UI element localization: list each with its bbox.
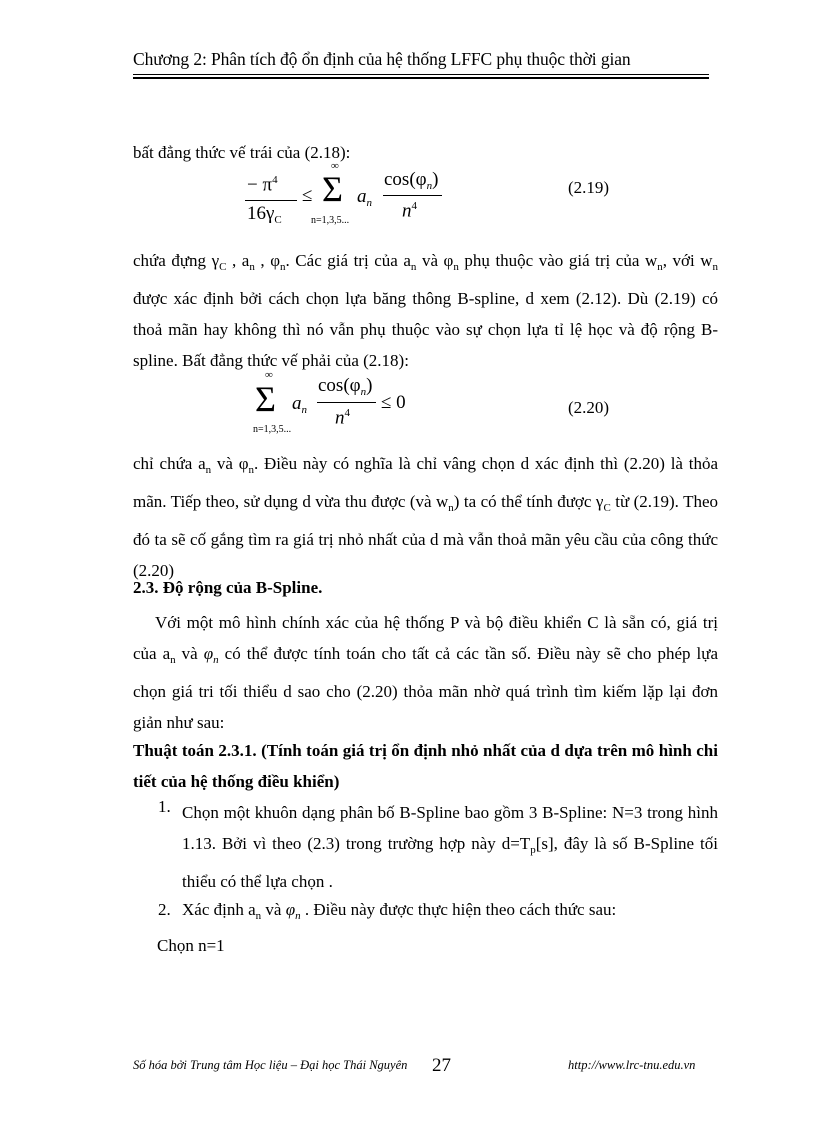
- eq19-numerator: − $\pi^4$: [247, 174, 278, 196]
- eq19-cos: $\cos(\varphi_n)$: [384, 169, 439, 192]
- eq20-fraction-bar: [317, 402, 376, 403]
- list-item-2: Xác định $a_n$ và $\varphi_n$ . Điều này được thực hiện theo cách thức sau:: [182, 900, 617, 922]
- eq20-label: (2.20): [568, 398, 610, 417]
- equation-2-20: [240, 369, 420, 442]
- eq20-sigma-top: ∞: [265, 369, 273, 381]
- eq19-fraction-bar-left: [245, 200, 297, 201]
- list-item-2-number: 2.: [158, 900, 171, 919]
- eq19-sigma-bottom: n=1,3,5...: [311, 215, 350, 226]
- eq20-sigma-bottom: n=1,3,5...: [253, 424, 292, 435]
- header-rule-top: [133, 74, 709, 75]
- equation-2-19: [245, 160, 445, 226]
- eq19-label: (2.19): [568, 178, 610, 197]
- list-item-1-number: 1.: [158, 797, 171, 816]
- eq19-le: ≤: [302, 185, 313, 206]
- eq19-fraction-bar-right: [383, 195, 442, 196]
- choose-n: Chọn n=1: [157, 936, 225, 955]
- footer-url[interactable]: http://www.lrc-tnu.edu.vn: [568, 1058, 696, 1072]
- paragraph-2: chứa đựng $\gamma_C$ , $a_n$ , $\varphi_n$. Các giá trị của $a_n$ và $\varphi_n$ phụ thuộc vào giá trị của $w_n$, với $w_n$ được xác định bởi cách chọn lựa băng thông B-spline, d xem (2.12). Dù (2.19) có thoả mãn hay không thì nó vẫn phụ thuộc vào sự chọn lựa tỉ lệ học và độ rộng B-spline. Bất đẳng thức vế phải của (2.18):: [133, 251, 719, 370]
- eq19-sigma-top: ∞: [331, 160, 339, 172]
- running-header: Chương 2: Phân tích độ ổn định của hệ thống LFFC phụ thuộc thời gian: [133, 49, 631, 69]
- eq20-a: $a_n$: [292, 393, 307, 416]
- eq19-sigma: Σ: [322, 169, 343, 209]
- paragraph-4: Với một mô hình chính xác của hệ thống P và bộ điều khiển C là sẵn có, giá trị của $a_n$ và $\varphi_n$ có thể được tính toán cho tất cả các tần số. Điều này sẽ cho phép lựa chọn giá tri tối thiểu d sao cho (2.20) thỏa mãn nhờ quá trình tìm kiếm lặp lại đơn giản như sau:: [133, 613, 718, 732]
- algorithm-title: Thuật toán 2.3.1. (Tính toán giá trị ổn định nhỏ nhất của d dựa trên mô hình chi tiết của hệ thống điều khiển): [133, 741, 718, 791]
- page-number: 27: [432, 1055, 451, 1076]
- paragraph-intro: bất đẳng thức vế trái của (2.18):: [133, 143, 351, 162]
- eq19-denominator: $16\gamma_C$: [247, 203, 282, 226]
- paragraph-3: chỉ chứa $a_n$ và $\varphi_n$. Điều này có nghĩa là chỉ vâng chọn d xác định thì (2.20) là thỏa mãn. Tiếp theo, sử dụng d vừa thu được (và $w_n$) ta có thể tính được $\gamma_C$ từ (2.19). Theo đó ta sẽ cố gắng tìm ra giá trị nhỏ nhất của d mà vẫn thoả mãn yêu cầu của công thức (2.20): [133, 454, 719, 580]
- eq20-sigma: Σ: [255, 379, 276, 419]
- header-rule-bottom: [133, 77, 709, 79]
- eq19-a: $a_n$: [357, 186, 372, 209]
- eq20-rel: ≤ 0: [381, 392, 406, 413]
- list-item-1: Chọn một khuôn dạng phân bố B-Spline bao gồm 3 B-Spline: N=3 trong hình 1.13. Bởi vì theo (2.3) trong trường hợp này $d=T_p[s]$, đây là số B-Spline tối thiểu có thể lựa chọn .: [182, 803, 718, 891]
- footer-source: Số hóa bởi Trung tâm Học liệu – Đại học Thái Nguyên: [133, 1058, 408, 1072]
- eq19-n: $n^4$: [402, 200, 417, 222]
- eq20-n: $n^4$: [335, 407, 350, 429]
- eq20-cos: $\cos(\varphi_n)$: [318, 375, 373, 398]
- section-heading: 2.3. Độ rộng của B-Spline.: [133, 578, 323, 597]
